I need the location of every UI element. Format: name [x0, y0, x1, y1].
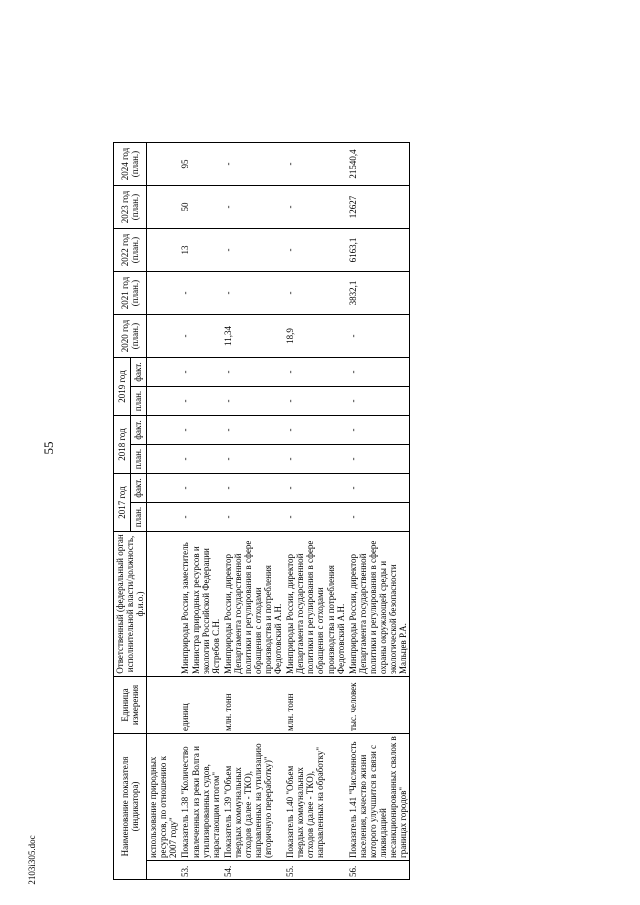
row-index: 54.: [222, 861, 284, 880]
row-2023: 50: [179, 186, 221, 229]
rotated-table-wrapper: [113, 0, 583, 880]
row-index: 53.: [179, 861, 221, 880]
row-2019-fact: -: [347, 358, 410, 387]
row-2019-plan: -: [347, 387, 410, 416]
row-2017-plan: -: [179, 503, 221, 532]
row-index: 55.: [284, 861, 346, 880]
row-2024: 95: [179, 143, 221, 186]
row-2020: 18,9: [284, 315, 346, 358]
row-2017-fact: -: [347, 474, 410, 503]
table-row: [284, 143, 346, 880]
indicators-table: [113, 142, 410, 880]
row-2017-fact: -: [179, 474, 221, 503]
header-2019-plan: план.: [130, 387, 147, 416]
row-2024: -: [284, 143, 346, 186]
row-2018-fact: -: [284, 416, 346, 445]
row-2024: 21540,4: [347, 143, 410, 186]
table-row-continuation: [147, 143, 180, 880]
header-plan-2023: 2023 год (план.): [114, 186, 147, 229]
row-2019-fact: -: [284, 358, 346, 387]
header-plan-2024: 2024 год (план.): [114, 143, 147, 186]
header-year-2018: 2018 год: [114, 416, 131, 474]
row-responsible: Минприроды России, директор Департамента государственной политики и регулирования в сфере обращения с отходами производства и потребления Федотовский А.Н.: [284, 532, 346, 677]
row-responsible: Минприроды России, директор Департамента государственной политики и регулирования в сфере обращения с отходами производства и потребления Федотовский А.Н.: [222, 532, 284, 677]
row-unit: млн. тонн: [284, 677, 346, 734]
row-name: Показатель 1.39 "Объем твердых коммунальных отходов (далее - ТКО), направленных на утилизацию (вторичную переработку)": [222, 734, 284, 861]
row-name: использование природных ресурсов, по отношению к 2007 году": [147, 734, 180, 861]
page-number: 55: [41, 441, 56, 455]
row-2019-plan: -: [179, 387, 221, 416]
table-row: [222, 143, 284, 880]
row-responsible: Минприроды России, директор Департамента государственной политики и регулирования в сфере охраны окружающей среды и экологической безопасности Мальцев Р.А.: [347, 532, 410, 677]
row-2020: 11,34: [222, 315, 284, 358]
header-plan-2022: 2022 год (план.): [114, 229, 147, 272]
header-name: Наименование показателя (индикатора): [114, 734, 147, 880]
header-2018-fact: факт.: [130, 416, 147, 445]
row-name: Показатель 1.41 "Численность населения, качество жизни которого улучшится в связи с ликвидацией несанкционированных свалок в границах городов": [347, 734, 410, 861]
header-unit: Единица измерения: [114, 677, 147, 734]
row-unit: тыс. человек: [347, 677, 410, 734]
header-2018-plan: план.: [130, 445, 147, 474]
row-2018-fact: -: [347, 416, 410, 445]
row-2022: -: [284, 229, 346, 272]
header-2019-fact: факт.: [130, 358, 147, 387]
row-2022: 6163,1: [347, 229, 410, 272]
row-unit: млн. тонн: [222, 677, 284, 734]
row-2024: -: [222, 143, 284, 186]
row-2017-plan: -: [347, 503, 410, 532]
row-2017-fact: -: [222, 474, 284, 503]
row-index: [147, 861, 180, 880]
row-responsible: Минприроды России, заместитель Министра природных ресурсов и экологии Российской Федерации Ястребов С.Н.: [179, 532, 221, 677]
table-row: [347, 143, 410, 880]
header-year-2017: 2017 год: [114, 474, 131, 532]
row-2018-plan: -: [347, 445, 410, 474]
row-2021: -: [222, 272, 284, 315]
header-responsible: Ответственный (федеральный орган исполнительной власти/должность, ф.и.о.): [114, 532, 147, 677]
row-2021: 3832,1: [347, 272, 410, 315]
row-2018-fact: -: [179, 416, 221, 445]
row-2022: 13: [179, 229, 221, 272]
table-row: [179, 143, 221, 880]
row-2021: -: [179, 272, 221, 315]
header-2017-plan: план.: [130, 503, 147, 532]
row-2018-fact: -: [222, 416, 284, 445]
row-2023: -: [222, 186, 284, 229]
row-name: Показатель 1.38 "Количество извлеченных из реки Волга и утилизированных судов, нарастающим итогом": [179, 734, 221, 861]
row-2019-fact: -: [222, 358, 284, 387]
row-2018-plan: -: [179, 445, 221, 474]
row-unit: единиц: [179, 677, 221, 734]
row-2023: -: [284, 186, 346, 229]
row-2020: -: [179, 315, 221, 358]
row-2019-plan: -: [284, 387, 346, 416]
document-code: 2103i305.doc: [27, 835, 37, 885]
row-2018-plan: -: [222, 445, 284, 474]
row-2022: -: [222, 229, 284, 272]
header-plan-2020: 2020 год (план.): [114, 315, 147, 358]
row-2019-fact: -: [179, 358, 221, 387]
row-name: Показатель 1.40 "Объем твердых коммунальных отходов (далее - ТКО), направленных на обработку": [284, 734, 346, 861]
row-2023: 12627: [347, 186, 410, 229]
row-2020: -: [347, 315, 410, 358]
row-2017-plan: -: [222, 503, 284, 532]
row-2017-plan: -: [284, 503, 346, 532]
row-index: 56.: [347, 861, 410, 880]
header-plan-2021: 2021 год (план.): [114, 272, 147, 315]
row-2018-plan: -: [284, 445, 346, 474]
row-2019-plan: -: [222, 387, 284, 416]
row-2017-fact: -: [284, 474, 346, 503]
header-2017-fact: факт.: [130, 474, 147, 503]
row-2021: -: [284, 272, 346, 315]
header-year-2019: 2019 год: [114, 358, 131, 416]
